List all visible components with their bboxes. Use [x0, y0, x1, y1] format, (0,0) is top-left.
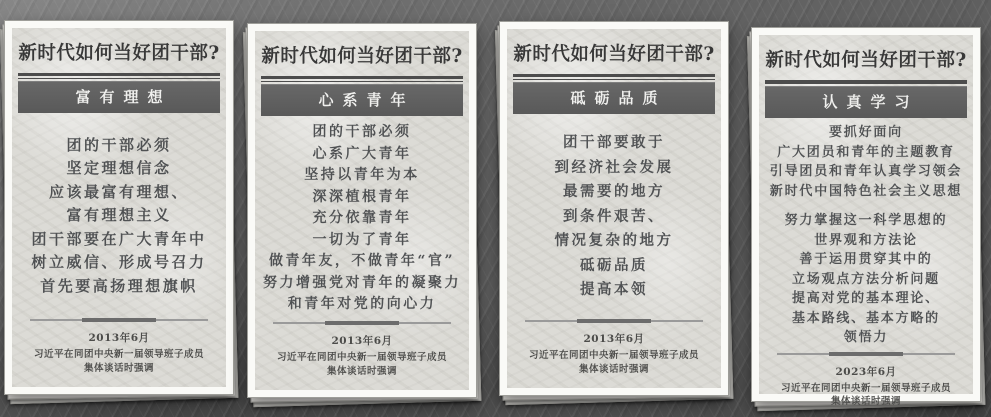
body-line: 努力掌握这一科学思想的: [784, 213, 948, 228]
body-line: 广大团员和青年的主题教育: [777, 144, 955, 160]
body-paragraph: [765, 123, 967, 201]
title-divider: [18, 73, 220, 79]
body-line: 心系广大青年: [312, 145, 412, 162]
title-divider: [513, 74, 715, 80]
attribution-line: 集体谈话时强调: [578, 363, 649, 375]
attribution-line: 习近平在同团中央新一届领导班子成员: [33, 349, 204, 360]
paper: [247, 23, 477, 398]
body-line: 坚持以青年为本: [304, 167, 420, 184]
body-line: 到条件艰苦、: [563, 207, 665, 225]
attribution-line: 集体谈话时强调: [830, 396, 901, 407]
poster-card: [499, 21, 729, 396]
body-line: 情况复杂的地方: [554, 232, 674, 250]
card-footer: [765, 355, 967, 417]
footer-divider-accent: [325, 321, 400, 325]
section-banner: 心系青年: [261, 84, 463, 116]
body-line: 提高本领: [580, 281, 648, 299]
attribution-line: 习近平在同团中央新一届领导班子成员: [276, 352, 447, 363]
body-line: 团干部要在广大青年中: [31, 229, 207, 248]
title-divider: [261, 76, 463, 82]
card-title: 新时代如何当好团干部?: [765, 50, 967, 71]
paper: [751, 27, 981, 407]
quote-date: 2023年6月: [835, 365, 897, 378]
quote-attribution: [513, 349, 715, 376]
body-line: 和青年对党的向心力: [287, 296, 437, 313]
footer-divider-accent: [82, 318, 157, 322]
body-line: 首先要高扬理想旗帜: [40, 276, 198, 295]
card-body: [513, 114, 715, 320]
body-line: 砥砺品质: [580, 256, 648, 274]
attribution-line: 习近平在同团中央新一届领导班子成员: [780, 382, 951, 394]
paper: [4, 20, 234, 395]
body-line: 善于运用贯穿其中的: [799, 252, 933, 267]
body-line: 努力增强党对青年的凝聚力: [263, 274, 461, 291]
body-line: 应该最富有理想、: [48, 182, 189, 201]
section-banner: 砥砺品质: [513, 82, 715, 114]
card-footer: [513, 322, 715, 384]
card-title: 新时代如何当好团干部?: [513, 44, 715, 65]
body-line: 团的干部必须: [66, 135, 172, 154]
body-line: 团的干部必须: [312, 124, 412, 141]
attribution-line: 集体谈话时强调: [326, 365, 397, 377]
body-line: 提高对党的基本理论、: [791, 291, 940, 306]
quote-attribution: [765, 382, 967, 409]
attribution-line: 集体谈话时强调: [83, 362, 154, 374]
attribution-line: 习近平在同团中央新一届领导班子成员: [528, 350, 699, 361]
body-paragraph: [18, 134, 220, 299]
body-line: 坚定理想信念: [66, 159, 172, 178]
quote-date: 2013年6月: [331, 335, 393, 347]
body-line: 富有理想主义: [66, 206, 172, 225]
body-paragraph: [765, 211, 967, 348]
title-divider: [765, 80, 967, 84]
quote-attribution: [261, 351, 463, 378]
quote-attribution: [18, 348, 220, 375]
footer-divider: [273, 322, 451, 324]
section-banner: 富有理想: [18, 81, 220, 113]
footer-divider: [30, 319, 208, 321]
quote-date: 2013年6月: [88, 332, 150, 344]
body-line: 引导团员和青年认真学习领会: [769, 164, 963, 179]
quote-date: 2013年6月: [583, 333, 645, 345]
poster-card: [751, 27, 981, 407]
body-line: 新时代中国特色社会主义思想: [769, 183, 963, 199]
body-line: 团干部要敢于: [563, 134, 665, 152]
body-line: 树立威信、形成号召力: [31, 253, 207, 272]
paper: [499, 21, 729, 396]
card-body: [18, 113, 220, 319]
section-banner: 认真学习: [765, 86, 967, 118]
footer-divider-accent: [577, 319, 652, 323]
body-line: 最需要的地方: [563, 183, 665, 201]
body-paragraph: [261, 122, 463, 316]
poster-card: [247, 23, 477, 398]
card-body: [261, 116, 463, 322]
body-line: 充分依靠青年: [312, 210, 412, 227]
card-body: [765, 118, 967, 353]
footer-divider: [777, 353, 955, 355]
body-line: 世界观和方法论: [814, 232, 918, 248]
card-footer: [261, 324, 463, 386]
body-paragraph: [513, 131, 715, 303]
footer-divider-accent: [829, 352, 904, 356]
body-line: 要抓好面向: [828, 125, 903, 140]
body-line: 基本路线、基本方略的: [791, 310, 940, 326]
body-line: 到经济社会发展: [554, 158, 674, 176]
footer-divider: [525, 320, 703, 322]
card-title: 新时代如何当好团干部?: [261, 46, 463, 67]
card-title: 新时代如何当好团干部?: [18, 43, 220, 64]
body-line: 立场观点方法分析问题: [791, 271, 940, 287]
body-line: 一切为了青年: [312, 231, 412, 248]
card-footer: [18, 321, 220, 383]
body-line: 深深植根青年: [312, 188, 412, 205]
poster-card: [4, 20, 234, 395]
body-line: 领悟力: [843, 330, 889, 345]
body-line: 做青年友，不做青年“官”: [268, 253, 456, 270]
